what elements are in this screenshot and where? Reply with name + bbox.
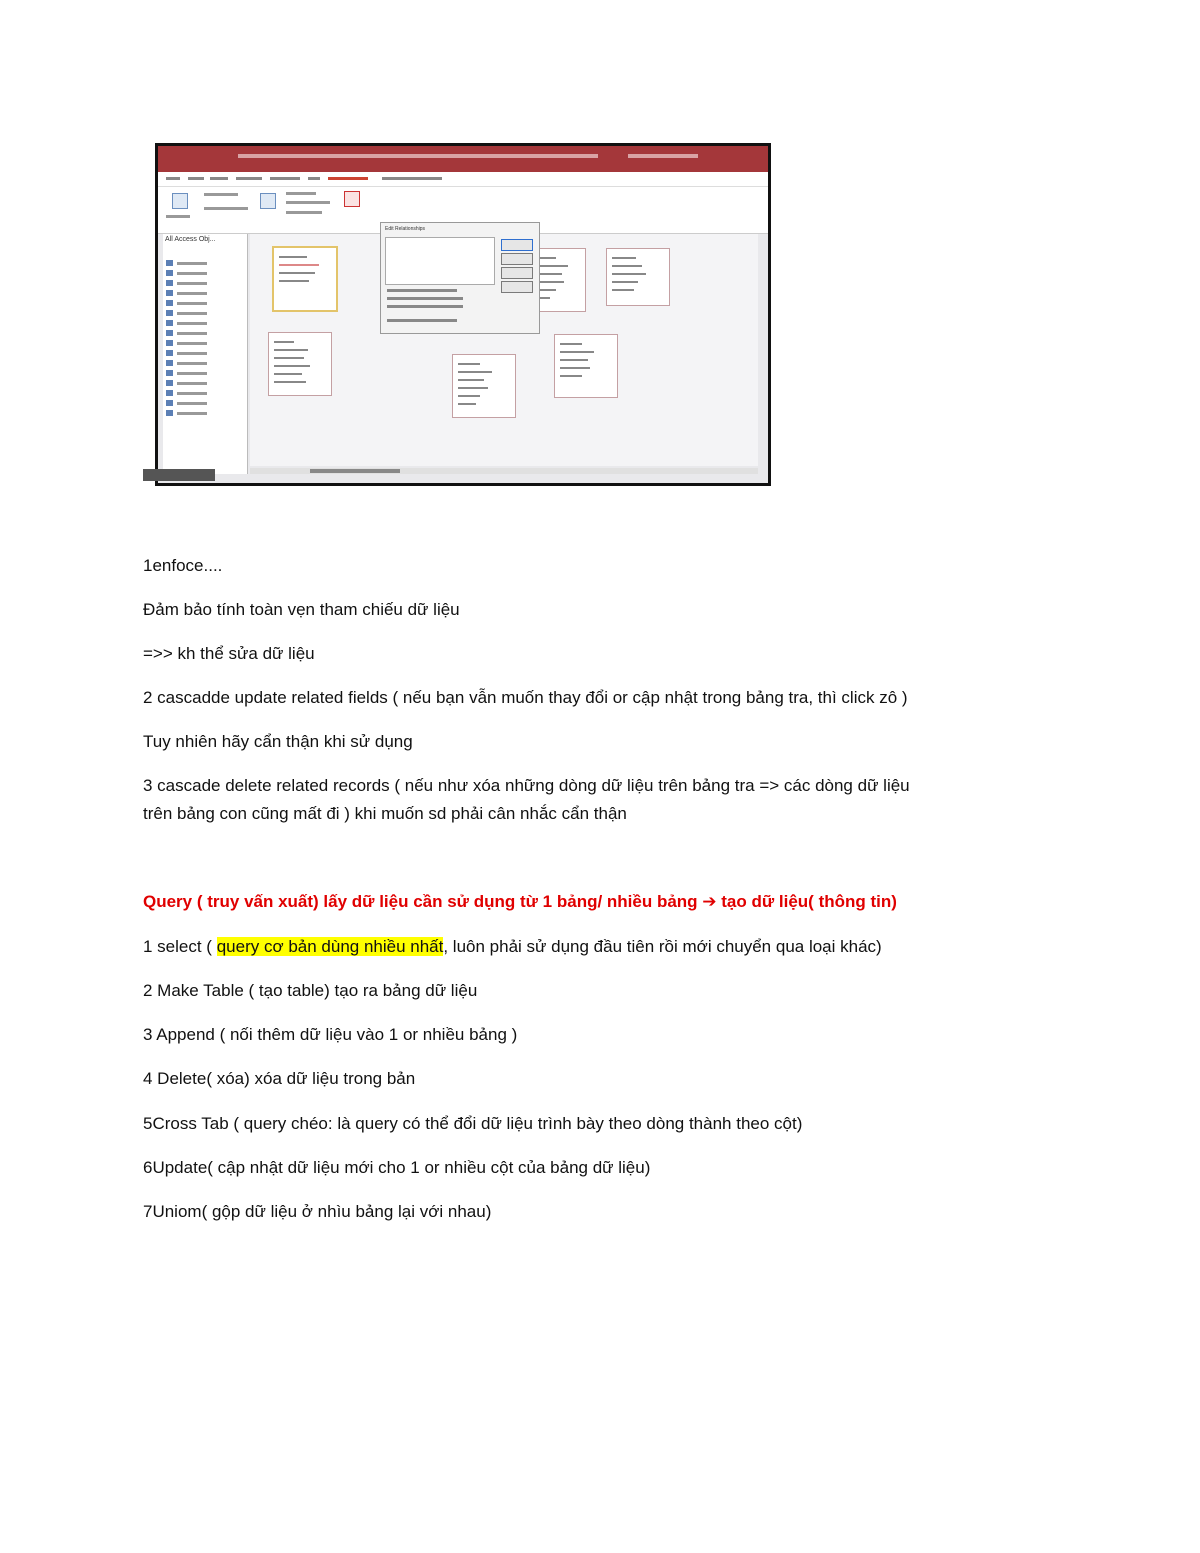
query-item-1-suffix: , luôn phải sử dụng đầu tiên rồi mới chuyển qua loại khác) bbox=[443, 937, 882, 956]
note-line-6a: 3 cascade delete related records ( nếu như xóa những dòng dữ liệu trên bảng tra => các dòng dữ liệu bbox=[143, 776, 910, 795]
query-item-3: 3 Append ( nối thêm dữ liệu vào 1 or nhiều bảng ) bbox=[143, 1025, 518, 1044]
note-line-1: 1enfoce.... bbox=[143, 556, 223, 575]
note-line-6b: trên bảng con cũng mất đi ) khi muốn sd phải cân nhắc cẩn thận bbox=[143, 804, 627, 823]
query-item-6: 6Update( cập nhật dữ liệu mới cho 1 or nhiều cột của bảng dữ liệu) bbox=[143, 1158, 651, 1177]
query-item-1 bbox=[143, 933, 882, 961]
query-item-7: 7Uniom( gộp dữ liệu ở nhìu bảng lại với nhau) bbox=[143, 1202, 492, 1221]
screenshot-frame bbox=[155, 143, 771, 486]
query-item-1-prefix: 1 select ( bbox=[143, 937, 217, 956]
ribbon-tabs bbox=[158, 172, 768, 187]
query-item-4: 4 Delete( xóa) xóa dữ liệu trong bản bbox=[143, 1069, 416, 1088]
edit-relationships-dialog bbox=[380, 222, 540, 334]
query-item-1-highlight: query cơ bản dùng nhiều nhất bbox=[216, 937, 444, 956]
note-line-3: =>> kh thể sửa dữ liệu bbox=[143, 644, 315, 663]
window-titlebar bbox=[158, 146, 768, 172]
canvas-scrollbar bbox=[250, 468, 758, 474]
note-line-2: Đảm bảo tính toàn vẹn tham chiếu dữ liệu bbox=[143, 600, 460, 619]
query-item-5: 5Cross Tab ( query chéo: là query có thể đổi dữ liệu trình bày theo dòng thành theo cột) bbox=[143, 1114, 803, 1133]
status-bar-tab bbox=[143, 469, 215, 481]
dialog-title: Edit Relationships bbox=[385, 226, 426, 232]
navigation-pane bbox=[163, 234, 248, 474]
nav-header: All Access Obj... bbox=[165, 236, 216, 243]
note-line-5: Tuy nhiên hãy cẩn thận khi sử dụng bbox=[143, 732, 413, 751]
note-line-4: 2 cascadde update related fields ( nếu bạn vẫn muốn thay đổi or cập nhật trong bảng tra, thì click zô ) bbox=[143, 688, 908, 707]
access-screenshot bbox=[143, 143, 785, 490]
query-heading: Query ( truy vấn xuất) lấy dữ liệu cần sử dụng từ 1 bảng/ nhiều bảng ➔ tạo dữ liệu( thông tin) bbox=[143, 892, 897, 911]
query-item-2: 2 Make Table ( tạo table) tạo ra bảng dữ liệu bbox=[143, 981, 478, 1000]
